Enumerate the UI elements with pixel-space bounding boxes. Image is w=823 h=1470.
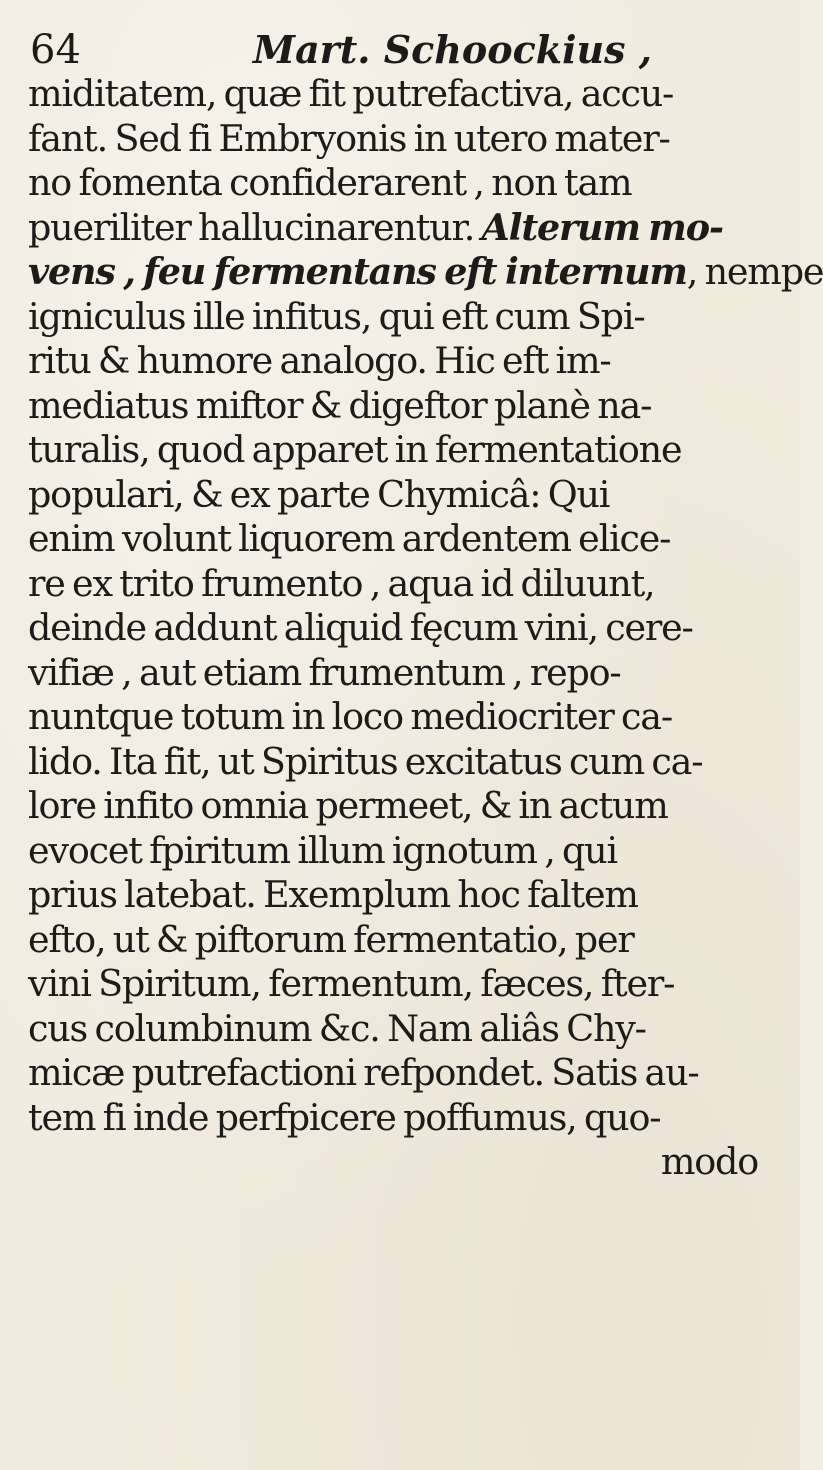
text-line: modo <box>660 1140 758 1183</box>
text-line <box>28 250 823 295</box>
text-line: efto, ut & piftorum fermentatio, per <box>28 917 634 961</box>
text-line: cus columbinum &c. Nam aliâs Chy- <box>28 1006 646 1050</box>
running-head <box>30 18 770 78</box>
text-line: lore infito omnia permeet, & in actum <box>28 784 668 827</box>
text-line: fant. Sed fi Embryonis in utero mater- <box>28 116 670 160</box>
text-line: miditatem, quæ fit putrefactiva, accu- <box>28 72 674 115</box>
text-line <box>28 206 788 251</box>
text-line: prius latebat. Exemplum hoc faltem <box>28 873 638 916</box>
text-line: lido. Ita fit, ut Spiritus excitatus cum ca- <box>28 739 703 783</box>
text-line: nuntque totum in loco mediocriter ca- <box>28 695 672 738</box>
text-segment: pueriliter hallucinarentur. <box>28 205 482 249</box>
text-line: vifiæ , aut etiam frumentum , repo- <box>28 650 621 694</box>
text-line: no fomenta confiderarent , non tam <box>28 161 632 204</box>
text-line: igniculus ille infitus, qui eft cum Spi- <box>28 294 645 338</box>
text-segment: , nempe <box>686 250 823 293</box>
text-line: re ex trito frumento , aqua id diluunt, <box>28 561 655 605</box>
text-line: mediatus miftor & digeftor planè na- <box>28 383 652 427</box>
italic-segment: feu fermentans eft internum <box>143 250 687 293</box>
running-title: Mart. Schoockius , <box>253 27 652 72</box>
body-text <box>28 72 823 1185</box>
text-line: tem fi inde perfpicere poffumus, quo- <box>28 1095 661 1139</box>
italic-segment: Alterum mo- <box>481 205 723 249</box>
text-line: vini Spiritum, fermentum, fæces, fter- <box>28 962 675 1005</box>
text-line: ritu & humore analogo. Hic eft im- <box>28 339 611 382</box>
text-line: turalis, quod apparet in fermentatione <box>28 428 682 471</box>
italic-segment: vens , <box>28 250 144 293</box>
text-line: micæ putrefactioni refpondet. Satis au- <box>28 1051 699 1094</box>
text-line: populari, & ex parte Chymicâ: Qui <box>28 472 610 516</box>
text-line: enim volunt liquorem ardentem elice- <box>28 517 671 560</box>
page-number: 64 <box>30 27 81 73</box>
text-line: evocet fpiritum illum ignotum , qui <box>28 828 617 872</box>
text-line: deinde addunt aliquid fęcum vini, cere- <box>28 606 693 649</box>
